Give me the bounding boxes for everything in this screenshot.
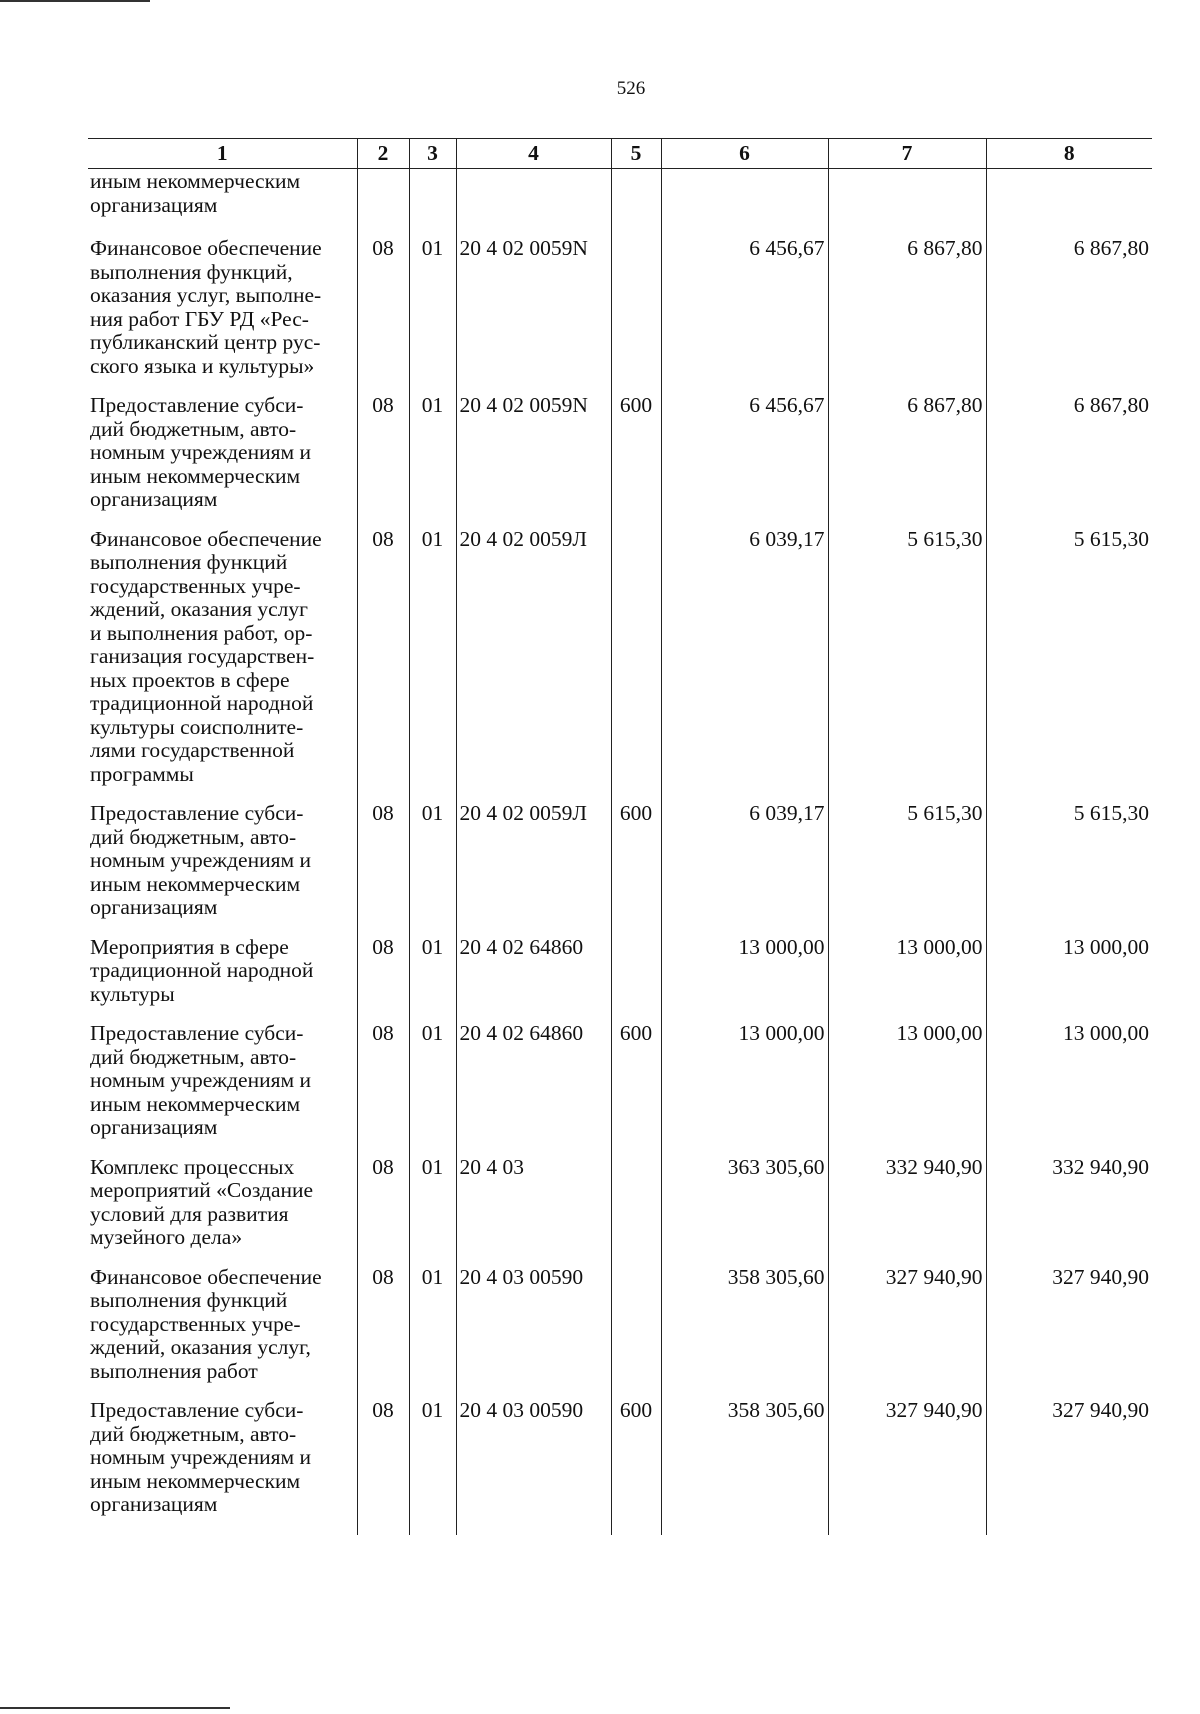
table-row [88,1147,1152,1257]
row-target-code: 20 4 03 00590 [456,1390,611,1535]
table-row [88,385,1152,519]
row-subsection: 01 [409,1013,456,1147]
row-subsection: 01 [409,1147,456,1257]
row-target-code: 20 4 02 64860 [456,1013,611,1147]
header-row [88,139,1152,169]
row-section: 08 [357,927,409,1014]
row-name: Предоставление субси- дий бюджетным, авто- номным учреждениям и иным некоммерческим организациям [90,393,311,511]
row-expense-type [611,927,661,1014]
row-section: 08 [357,793,409,927]
table-row [88,1257,1152,1391]
row-amount-col7: 6 867,80 [828,228,986,385]
row-subsection: 01 [409,228,456,385]
row-section: 08 [357,1390,409,1535]
row-amount-col8: 327 940,90 [986,1390,1152,1535]
row-amount-col6: 6 039,17 [661,519,828,794]
row-amount-col6: 13 000,00 [661,1013,828,1147]
table-row [88,793,1152,927]
row-section: 08 [357,385,409,519]
row-expense-type [611,1257,661,1391]
header-col-5: 5 [611,139,661,169]
row-expense-type: 600 [611,1390,661,1535]
header-col-1: 1 [88,139,357,169]
row-amount-col7: 5 615,30 [828,519,986,794]
table-row [88,927,1152,1014]
row-expense-type [611,228,661,385]
row-subsection: 01 [409,927,456,1014]
scan-edge-top [0,0,150,2]
row-section: 08 [357,1013,409,1147]
header-col-7: 7 [828,139,986,169]
row-amount-col6: 358 305,60 [661,1390,828,1535]
row-amount-col8: 13 000,00 [986,1013,1152,1147]
row-amount-col7: 13 000,00 [828,927,986,1014]
row-amount-col6: 6 456,67 [661,228,828,385]
row-amount-col6: 6 456,67 [661,385,828,519]
row-amount-col6: 363 305,60 [661,1147,828,1257]
row-amount-col8: 6 867,80 [986,385,1152,519]
row-name: Финансовое обеспечение выполнения функций, оказания услуг, выполне- ния работ ГБУ РД «Рес- публиканский центр рус- ского языка и культуры» [90,236,322,378]
row-amount-col8: 332 940,90 [986,1147,1152,1257]
row-subsection: 01 [409,793,456,927]
row-subsection: 01 [409,519,456,794]
table-row [88,1390,1152,1535]
header-col-2: 2 [357,139,409,169]
row-expense-type [611,519,661,794]
continuation-text: иным некоммерческим организациям [90,169,301,217]
row-expense-type: 600 [611,385,661,519]
header-col-8: 8 [986,139,1152,169]
row-name: Предоставление субси- дий бюджетным, авто- номным учреждениям и иным некоммерческим организациям [90,1398,311,1516]
row-expense-type [611,1147,661,1257]
table-row [88,228,1152,385]
row-target-code: 20 4 03 [456,1147,611,1257]
row-expense-type: 600 [611,1013,661,1147]
row-section: 08 [357,519,409,794]
row-subsection: 01 [409,1390,456,1535]
row-section: 08 [357,228,409,385]
row-target-code: 20 4 02 0059Л [456,793,611,927]
row-amount-col8: 13 000,00 [986,927,1152,1014]
row-name: Финансовое обеспечение выполнения функций государственных учре- ждений, оказания услуг, выполнения работ [90,1264,322,1383]
row-target-code: 20 4 03 00590 [456,1257,611,1391]
row-name: Мероприятия в сфере традиционной народной культуры [90,934,314,1006]
continuation-row [88,169,1152,229]
row-amount-col7: 327 940,90 [828,1390,986,1535]
row-amount-col6: 13 000,00 [661,927,828,1014]
row-subsection: 01 [409,1257,456,1391]
table-row [88,1013,1152,1147]
row-subsection: 01 [409,385,456,519]
row-name: Предоставление субси- дий бюджетным, авто- номным учреждениям и иным некоммерческим организациям [90,1021,311,1139]
row-amount-col7: 332 940,90 [828,1147,986,1257]
row-target-code: 20 4 02 0059Л [456,519,611,794]
row-amount-col7: 13 000,00 [828,1013,986,1147]
header-col-3: 3 [409,139,456,169]
row-target-code: 20 4 02 0059N [456,228,611,385]
row-section: 08 [357,1147,409,1257]
header-col-4: 4 [456,139,611,169]
row-amount-col8: 327 940,90 [986,1257,1152,1391]
row-section: 08 [357,1257,409,1391]
row-name: Финансовое обеспечение выполнения функций государственных учре- ждений, оказания услуг и выполнения работ, ор- ганизация государствен- ных проектов в сфере традиционной народной культуры соисполните- лями государственной программы [90,526,322,786]
row-target-code: 20 4 02 64860 [456,927,611,1014]
row-amount-col7: 6 867,80 [828,385,986,519]
row-amount-col6: 6 039,17 [661,793,828,927]
row-amount-col7: 327 940,90 [828,1257,986,1391]
page-number: 526 [616,78,646,99]
table-row [88,519,1152,794]
row-name: Комплекс процессных мероприятий «Создание условий для развития музейного дела» [90,1154,314,1249]
row-amount-col8: 5 615,30 [986,519,1152,794]
row-amount-col8: 5 615,30 [986,793,1152,927]
row-name: Предоставление субси- дий бюджетным, авто- номным учреждениям и иным некоммерческим организациям [90,801,311,919]
scan-edge-bottom [0,1707,230,1709]
row-amount-col7: 5 615,30 [828,793,986,927]
row-expense-type: 600 [611,793,661,927]
row-target-code: 20 4 02 0059N [456,385,611,519]
budget-table [88,138,1152,1535]
row-amount-col6: 358 305,60 [661,1257,828,1391]
header-col-6: 6 [661,139,828,169]
row-amount-col8: 6 867,80 [986,228,1152,385]
